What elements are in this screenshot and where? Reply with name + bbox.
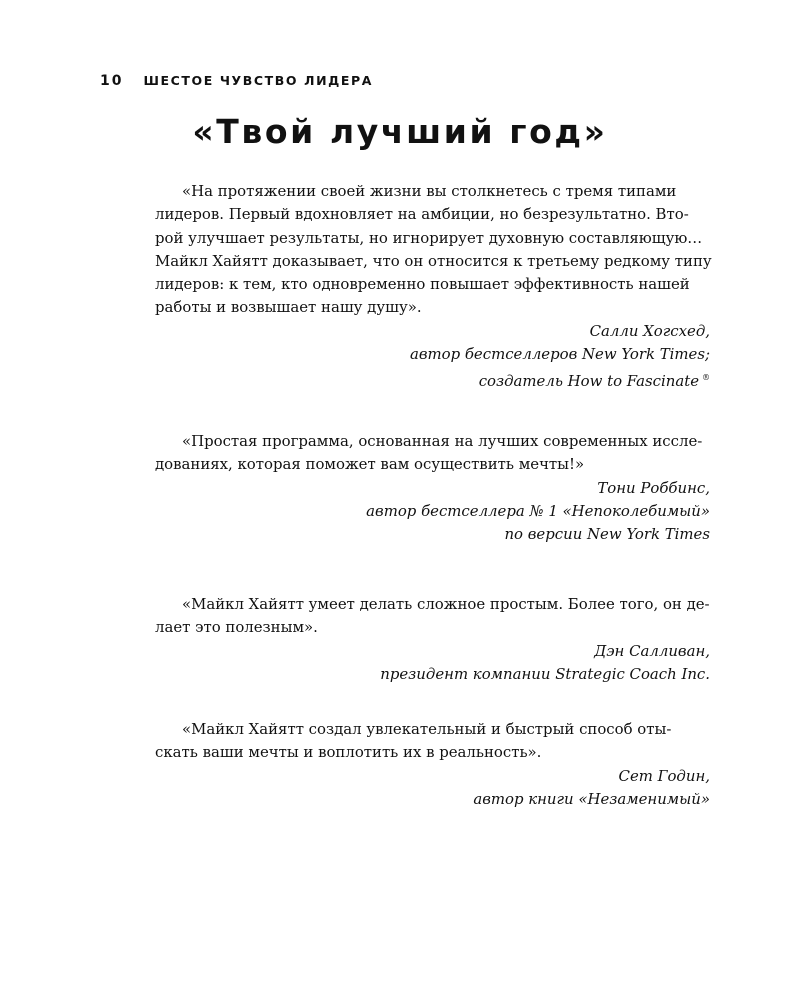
testimonial-text — [155, 180, 710, 320]
text-line: лает это полезным». — [155, 618, 318, 637]
text-line: работы и возвышает нашу душу». — [155, 298, 422, 317]
page-number: 10 — [100, 73, 124, 89]
testimonial-attribution — [155, 765, 710, 812]
text-line: «На протяжении своей жизни вы столкнетесь с тремя типами — [182, 182, 677, 200]
author-credit: по версии New York Times — [504, 525, 710, 544]
text-line: Майкл Хайятт доказывает, что он относится к третьему редкому типу — [155, 251, 712, 270]
author-credit: автор бестселлеров New York Times; — [409, 345, 710, 364]
testimonial-attribution — [155, 640, 710, 687]
testimonial-text — [155, 430, 710, 477]
testimonial-1 — [155, 180, 710, 394]
testimonial-attribution — [155, 477, 710, 547]
running-title: ШЕСТОЕ ЧУВСТВО ЛИДЕРА — [143, 73, 374, 88]
testimonial-text — [155, 718, 710, 765]
author-name: Салли Хогсхед, — [589, 321, 710, 340]
page-title: «Твой лучший год» — [192, 112, 608, 151]
text-line: «Майкл Хайятт умеет делать сложное простым. Более того, он де- — [182, 595, 710, 613]
author-name: Сет Годин, — [618, 766, 710, 785]
text-line: «Простая программа, основанная на лучших современных иссле- — [182, 432, 703, 450]
author-credit: автор бестселлера № 1 «Непоколебимый» — [366, 501, 710, 520]
testimonial-text — [155, 593, 710, 640]
author-credit: президент компании Strategic Coach Inc. — [380, 664, 710, 683]
text-line: лидеров: к тем, кто одновременно повышает эффективность нашей — [155, 275, 690, 294]
text-line: «Майкл Хайятт создал увлекательный и быстрый способ оты- — [182, 720, 672, 738]
author-credit: автор книги «Незаменимый» — [473, 789, 710, 808]
testimonial-3 — [155, 593, 710, 686]
text-line: скать ваши мечты и воплотить их в реальность». — [155, 743, 542, 762]
testimonial-attribution — [155, 320, 710, 394]
text-line: лидеров. Первый вдохновляет на амбиции, но безрезультатно. Вто- — [155, 205, 689, 224]
testimonial-2 — [155, 430, 710, 546]
registered-mark: ® — [702, 373, 710, 383]
author-name: Тони Роббинс, — [597, 478, 710, 497]
author-name: Дэн Салливан, — [594, 641, 710, 660]
author-credit-text: создатель How to Fascinate — [478, 372, 699, 391]
running-header — [100, 73, 373, 89]
testimonial-4 — [155, 718, 710, 811]
text-line: рой улучшает результаты, но игнорирует духовную составляющую… — [155, 228, 703, 247]
author-credit — [155, 366, 710, 393]
text-line: дованиях, которая поможет вам осуществить мечты!» — [155, 455, 585, 474]
